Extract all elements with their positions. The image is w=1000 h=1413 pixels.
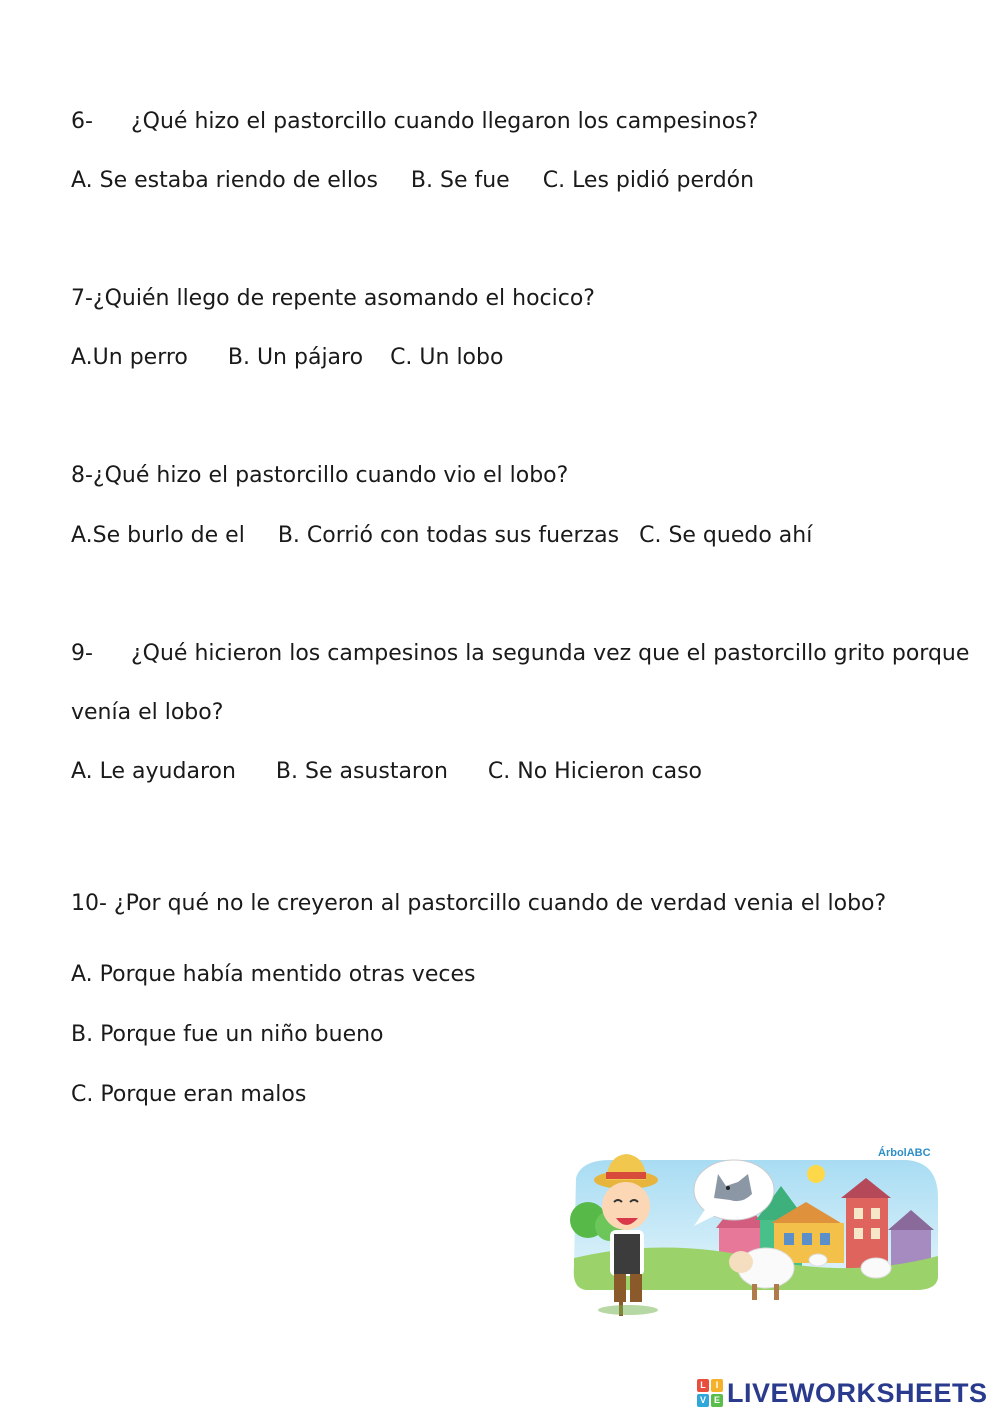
boy-vest-icon (614, 1234, 640, 1274)
window-icon (802, 1233, 812, 1245)
question-10-option-c[interactable]: C. Porque eran malos (71, 1082, 307, 1107)
question-6-option-a[interactable]: A. Se estaba riendo de ellos (71, 168, 378, 193)
boy-shadow (598, 1305, 658, 1315)
sun-icon (807, 1165, 825, 1183)
cube-letter-l: L (697, 1379, 709, 1392)
question-8-text: 8-¿Qué hizo el pastorcillo cuando vio el lobo? (71, 463, 569, 488)
window-icon (854, 1228, 863, 1239)
window-icon (871, 1208, 880, 1219)
small-sheep-icon (861, 1258, 891, 1278)
arbolabc-brand: ÁrbolABC (878, 1147, 931, 1159)
shepherd-boy-sheep-village-illustration (566, 1138, 946, 1328)
question-10-text: 10- ¿Por qué no le creyeron al pastorcillo cuando de verdad venia el lobo? (71, 891, 887, 916)
window-icon (784, 1233, 794, 1245)
question-7-option-b[interactable]: B. Un pájaro (227, 345, 364, 370)
question-7-text: 7-¿Quién llego de repente asomando el hocico? (71, 286, 595, 311)
boy-leg-icon (630, 1274, 642, 1302)
question-9-text-line1: ¿Qué hicieron los campesinos la segunda vez que el pastorcillo grito porque (131, 641, 970, 666)
sheep-head-icon (729, 1251, 753, 1273)
question-6-options (71, 166, 754, 196)
window-icon (854, 1208, 863, 1219)
boy-leg-icon (614, 1274, 626, 1302)
liveworksheets-cube-icon (697, 1379, 723, 1407)
question-9-number: 9- (71, 641, 93, 666)
question-6-text: ¿Qué hizo el pastorcillo cuando llegaron los campesinos? (131, 109, 759, 134)
question-7-option-a[interactable]: A.Un perro (71, 345, 188, 370)
cube-letter-v: V (697, 1394, 709, 1407)
cube-letter-e: E (711, 1394, 723, 1407)
sheep-leg-icon (774, 1284, 779, 1300)
question-8-option-a[interactable]: A.Se burlo de el (71, 523, 245, 548)
question-7-option-c[interactable]: C. Un lobo (390, 345, 504, 370)
liveworksheets-logo (697, 1376, 988, 1410)
question-10-option-a[interactable]: A. Porque había mentido otras veces (71, 962, 476, 987)
window-icon (871, 1228, 880, 1239)
question-6-number: 6- (71, 109, 93, 134)
question-9-option-c[interactable]: C. No Hicieron caso (487, 759, 703, 784)
question-7-options (71, 343, 503, 373)
question-6-option-b[interactable]: B. Se fue (410, 168, 510, 193)
question-8-options (71, 521, 812, 551)
question-10-option-b[interactable]: B. Porque fue un niño bueno (71, 1022, 384, 1047)
window-icon (820, 1233, 830, 1245)
small-sheep-icon (809, 1254, 827, 1266)
question-9 (71, 639, 969, 669)
liveworksheets-brand-text: LIVEWORKSHEETS (727, 1377, 988, 1408)
question-9-option-b[interactable]: B. Se asustaron (275, 759, 448, 784)
question-9-option-a[interactable]: A. Le ayudaron (71, 759, 236, 784)
hat-band-icon (606, 1172, 646, 1179)
question-6 (71, 107, 758, 137)
question-9-text-line2: venía el lobo? (71, 700, 224, 725)
question-9-options (71, 757, 702, 787)
sheep-leg-icon (752, 1284, 757, 1300)
question-8-option-c[interactable]: C. Se quedo ahí (639, 523, 813, 548)
question-6-option-c[interactable]: C. Les pidió perdón (542, 168, 755, 193)
question-8-option-b[interactable]: B. Corrió con todas sus fuerzas (277, 523, 620, 548)
wolf-eye-icon (726, 1186, 730, 1190)
cube-letter-i: I (711, 1379, 723, 1392)
